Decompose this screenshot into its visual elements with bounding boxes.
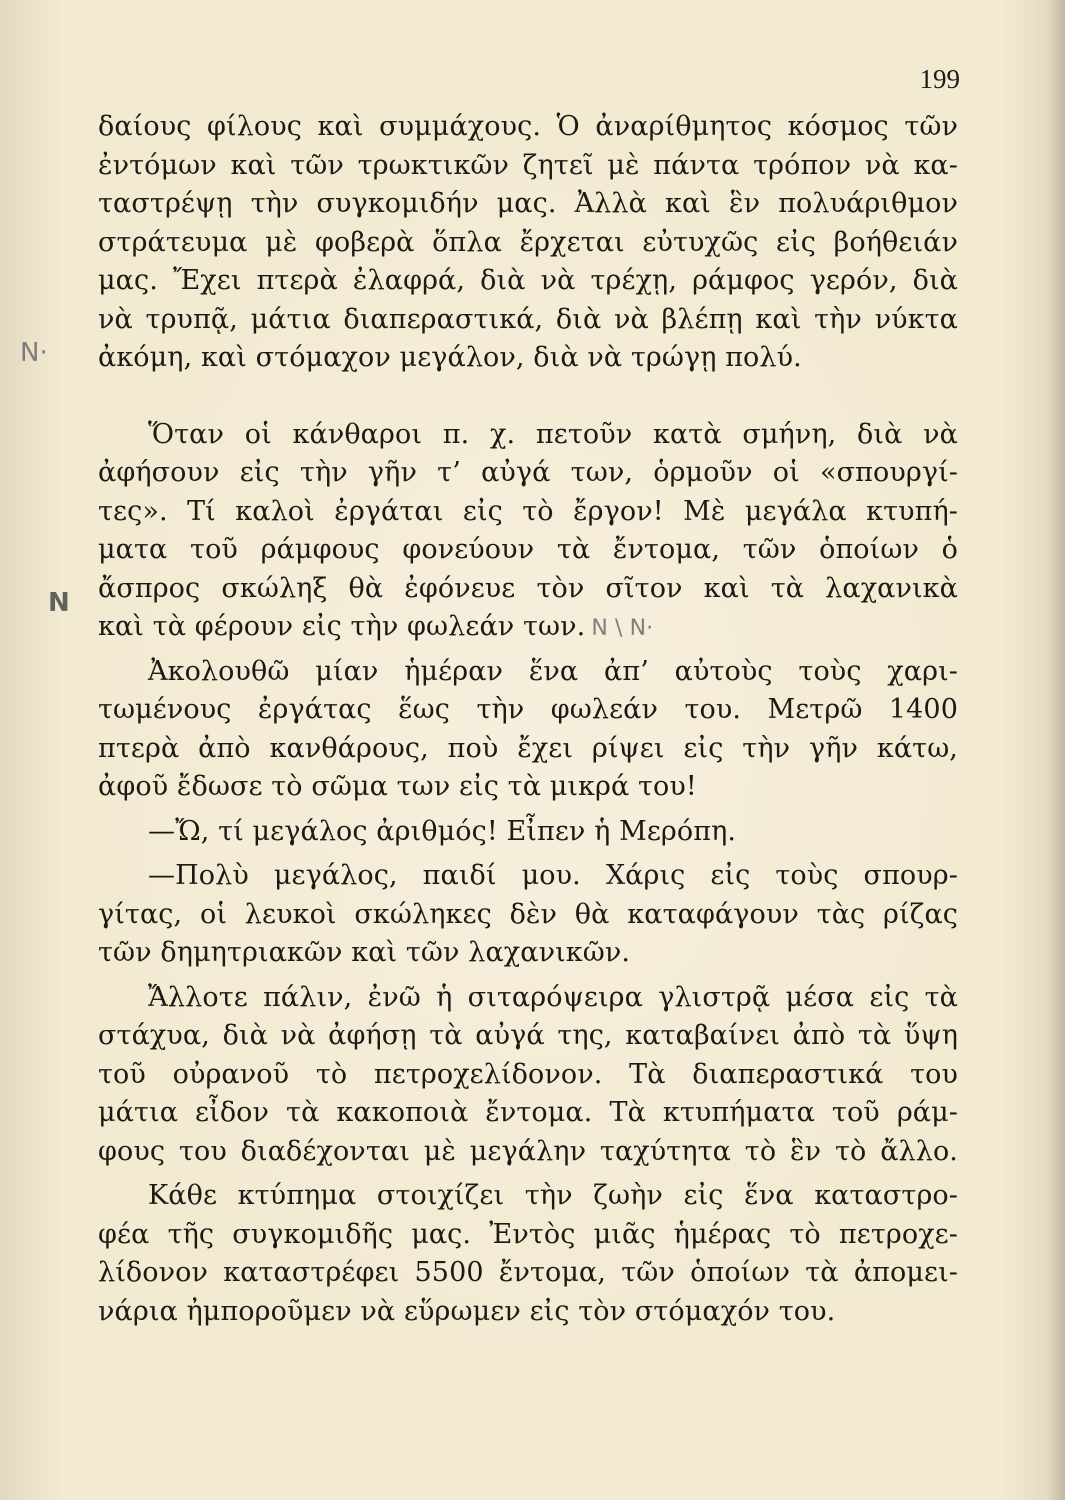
pencil-margin-note-1: Ν· [20, 338, 48, 368]
text-line-content: καὶ τὰ φέρουν εἰς τὴν φωλεάν των. [98, 611, 586, 642]
text-line: Ἀκολουθῶ μίαν ἡμέραν ἕνα ἀπ’ αὐτοὺς τοὺς χαρι- [148, 655, 958, 687]
text-line: ἐντόμων καὶ τῶν τρωκτικῶν ζητεῖ μὲ πάντα τρόπον νὰ κα- [98, 149, 958, 181]
paragraph-3 [98, 653, 958, 807]
text-line: τες». Τί καλοὶ ἐργάται εἰς τὸ ἔργον! Μὲ μεγάλα κτυπή- [98, 495, 958, 527]
text-line-with-note [98, 608, 958, 647]
paragraph-gap [98, 378, 958, 416]
dialogue-line: —Ὤ, τί μεγάλος ἀριθμός! Εἶπεν ἡ Μερόπη. [148, 815, 737, 847]
text-line: νάρια ἠμποροῦμεν νὰ εὕρωμεν εἰς τὸν στόμαχόν του. [98, 1295, 836, 1327]
text-line: ταστρέψῃ τὴν συγκομιδήν μας. Ἀλλὰ καὶ ἓν πολυάριθμον [98, 188, 958, 219]
paragraph-5 [98, 857, 958, 973]
text-line: νὰ τρυπᾷ, μάτια διαπεραστικά, διὰ νὰ βλέπῃ καὶ τὴν νύκτα [98, 303, 958, 335]
text-line: ἀκόμη, καὶ στόμαχον μεγάλον, διὰ νὰ τρώγῃ πολύ. [98, 342, 802, 373]
text-line: τοῦ οὐρανοῦ τὸ πετροχελίδονον. Τὰ διαπεραστικά του [98, 1058, 958, 1090]
text-line: Ὅταν οἱ κάνθαροι π. χ. πετοῦν κατὰ σμήνη, διὰ νὰ [148, 418, 958, 450]
text-line: Ἄλλοτε πάλιν, ἐνῶ ἡ σιταρόψειρα γλιστρᾷ μέσα εἰς τὰ [148, 981, 958, 1013]
text-line: ἀφήσουν εἰς τὴν γῆν τ’ αὐγά των, ὁρμοῦν οἱ «σπουργί- [98, 457, 958, 488]
page-edge-shadow [1047, 0, 1065, 1500]
text-line: φέα τῆς συγκομιδῆς μας. Ἐντὸς μιᾶς ἡμέρας τὸ πετροχε- [98, 1218, 958, 1250]
text-line: φους του διαδέχονται μὲ μεγάλην ταχύτητα τὸ ἓν τὸ ἄλλο. [98, 1135, 958, 1167]
paragraph-4 [98, 813, 958, 852]
dialogue-line: —Πολὺ μεγάλος, παιδί μου. Χάρις εἰς τοὺς σπουρ- [148, 860, 958, 891]
text-line: ἄσπρος σκώληξ θὰ ἐφόνευε τὸν σῖτον καὶ τὰ λαχανικὰ [98, 572, 958, 604]
body-text [98, 108, 958, 1331]
text-line: στάχυα, διὰ νὰ ἀφήσῃ τὰ αὐγά της, καταβαίνει ἀπὸ τὰ ὕψη [98, 1020, 958, 1051]
text-line: τῶν δημητριακῶν καὶ τῶν λαχανικῶν. [98, 937, 631, 968]
paragraph-2 [98, 416, 958, 647]
paragraph-7 [98, 1177, 958, 1331]
text-line: λίδονον καταστρέφει 5500 ἔντομα, τῶν ὁποίων τὰ ἀπομει- [98, 1257, 958, 1288]
text-line: γίτας, οἱ λευκοὶ σκώληκες δὲν θὰ καταφάγουν τὰς ρίζας [98, 898, 958, 930]
paragraph-6 [98, 979, 958, 1172]
text-line: μάτια εἶδον τὰ κακοποιὰ ἔντομα. Τὰ κτυπήματα τοῦ ράμ- [98, 1097, 958, 1128]
pencil-trailing-note: Ν \ Ν· [591, 616, 654, 641]
text-line: ἀφοῦ ἔδωσε τὸ σῶμα των εἰς τὰ μικρά του! [98, 771, 697, 802]
pencil-margin-note-2: Ν [48, 588, 70, 618]
text-line: μας. Ἔχει πτερὰ ἐλαφρά, διὰ νὰ τρέχῃ, ράμφος γερόν, διὰ [98, 265, 958, 296]
text-line: ματα τοῦ ράμφους φονεύουν τὰ ἔντομα, τῶν ὁποίων ὁ [98, 534, 958, 565]
paragraph-1 [98, 108, 958, 378]
page-number: 199 [919, 64, 960, 94]
text-line: πτερὰ ἀπὸ κανθάρους, ποὺ ἔχει ρίψει εἰς τὴν γῆν κάτω, [98, 732, 958, 764]
text-line: δαίους φίλους καὶ συμμάχους. Ὁ ἀναρίθμητος κόσμος τῶν [98, 111, 958, 142]
text-line: τωμένους ἐργάτας ἕως τὴν φωλεάν του. Μετρῶ 1400 [98, 694, 958, 725]
text-line: στράτευμα μὲ φοβερὰ ὅπλα ἔρχεται εὐτυχῶς εἰς βοήθειάν [98, 226, 958, 258]
text-line: Κάθε κτύπημα στοιχίζει τὴν ζωὴν εἰς ἕνα καταστρο- [148, 1180, 958, 1211]
